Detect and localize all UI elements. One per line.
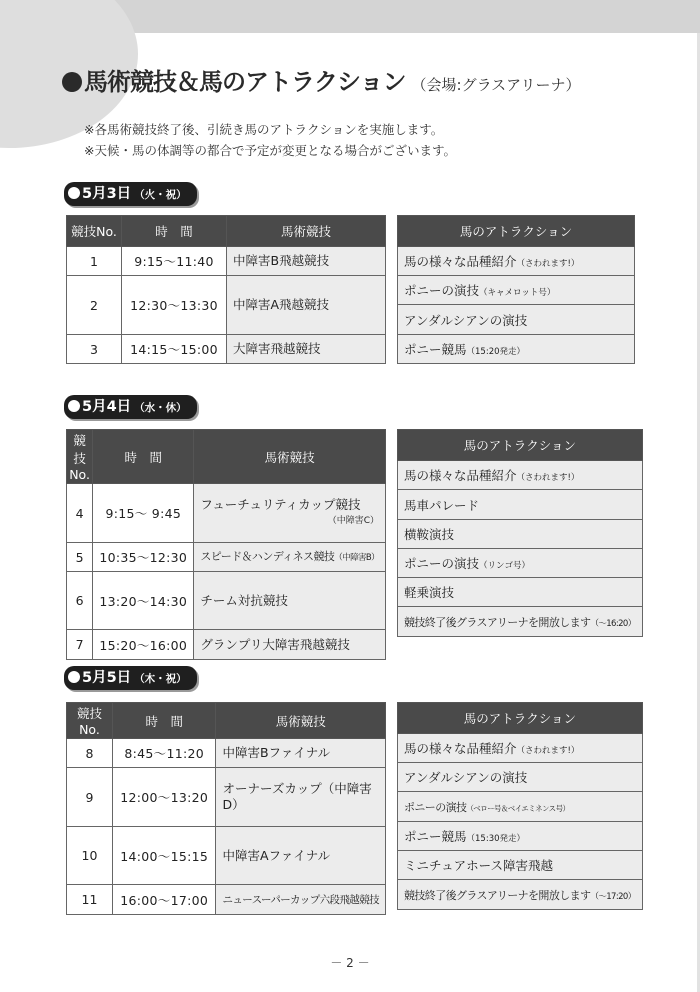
event-no: 1	[67, 247, 122, 276]
header-attraction: 馬のアトラクション	[398, 703, 643, 734]
table-row	[67, 247, 386, 276]
attraction-row	[398, 305, 635, 335]
header-no: 競技No.	[67, 216, 122, 247]
attraction-table	[397, 429, 643, 637]
event-time: 13:20～14:30	[93, 572, 194, 630]
header-attraction: 馬のアトラクション	[398, 216, 635, 247]
bullet-icon	[68, 400, 80, 412]
title-venue: （会場:グラスアリーナ）	[411, 76, 581, 94]
bullet-icon	[68, 671, 80, 683]
event-no: 3	[67, 335, 122, 364]
notes	[84, 119, 456, 161]
table-row	[67, 276, 386, 335]
table-row	[67, 827, 386, 885]
attraction-row	[398, 461, 643, 490]
event-name: フューチュリティカップ競技	[200, 497, 361, 512]
day-date: 5月5日	[82, 670, 132, 686]
table-row	[67, 572, 386, 630]
event-sub: （中障害C）	[327, 516, 379, 526]
event-no: 9	[67, 768, 113, 827]
event-no: 2	[67, 276, 122, 335]
attraction-text: 競技終了後グラスアリーナを開放します	[404, 615, 591, 629]
event-no: 8	[67, 739, 113, 768]
attraction-row	[398, 520, 643, 549]
event-time: 14:15～15:00	[122, 335, 227, 364]
header-time: 時 間	[112, 703, 216, 739]
event-time: 16:00～17:00	[112, 885, 216, 915]
attraction-text: アンダルシアンの演技	[404, 312, 528, 328]
header-attraction: 馬のアトラクション	[398, 430, 643, 461]
attraction-text: 馬の様々な品種紹介	[404, 254, 517, 269]
event-time: 12:00～13:20	[112, 768, 216, 827]
event-name: オーナーズカップ（中障害D）	[216, 768, 386, 827]
attraction-note: （さわれます!）	[516, 746, 580, 756]
event-name: グランプリ大障害飛越競技	[194, 630, 386, 660]
attraction-note: （ベロー号＆ベイエミネンス号）	[466, 803, 570, 813]
event-name: 大障害飛越競技	[227, 335, 386, 364]
attraction-note: （キャメロット号）	[479, 288, 556, 298]
attraction-row	[398, 490, 643, 520]
header-event: 馬術競技	[194, 430, 386, 484]
event-name: チーム対抗競技	[194, 572, 386, 630]
table-row	[67, 739, 386, 768]
attraction-note: （さわれます!）	[516, 473, 580, 483]
attraction-text: 馬の様々な品種紹介	[404, 741, 517, 756]
table-row	[67, 885, 386, 915]
attraction-row	[398, 247, 635, 276]
attraction-text: 馬の様々な品種紹介	[404, 468, 517, 483]
attraction-text: ポニー競馬	[404, 342, 467, 357]
attraction-row	[398, 734, 643, 763]
table-row	[67, 335, 386, 364]
day-badge	[64, 395, 197, 419]
attraction-note: （リンゴ号）	[479, 561, 531, 571]
event-name: スピード＆ハンディネス競技	[200, 550, 335, 563]
attraction-text: 競技終了後グラスアリーナを開放します	[404, 888, 591, 902]
header-time: 時 間	[93, 430, 194, 484]
event-time: 9:15～ 9:45	[93, 484, 194, 543]
day-weekday: （火・祝）	[134, 189, 187, 201]
table-row	[67, 768, 386, 827]
event-name-cell	[194, 484, 386, 543]
attraction-row	[398, 607, 643, 637]
attraction-text: ポニー競馬	[404, 829, 467, 844]
event-no: 4	[67, 484, 93, 543]
event-name: 中障害Bファイナル	[216, 739, 386, 768]
table-row	[67, 484, 386, 543]
day-badge	[64, 182, 197, 206]
note-line: ※各馬術競技終了後、引続き馬のアトラクションを実施します。	[84, 122, 444, 137]
event-no: 10	[67, 827, 113, 885]
event-no: 5	[67, 543, 93, 572]
attraction-table	[397, 215, 635, 364]
title-main: 馬術競技＆馬のアトラクション	[84, 68, 406, 96]
event-table	[66, 215, 386, 364]
attraction-row	[398, 880, 643, 910]
attraction-text: ポニーの演技	[404, 556, 480, 571]
event-time: 15:20～16:00	[93, 630, 194, 660]
attraction-table	[397, 702, 643, 910]
event-time: 12:30～13:30	[122, 276, 227, 335]
attraction-row	[398, 549, 643, 578]
bullet-icon	[62, 72, 82, 92]
attraction-text: ポニーの演技	[404, 800, 467, 814]
table-row	[67, 543, 386, 572]
event-time: 10:35～12:30	[93, 543, 194, 572]
event-name: 中障害Aファイナル	[216, 827, 386, 885]
event-time: 14:00～15:15	[112, 827, 216, 885]
day-date: 5月3日	[82, 186, 132, 202]
attraction-text: 軽乗演技	[404, 585, 455, 600]
event-name: 中障害A飛越競技	[227, 276, 386, 335]
attraction-row	[398, 851, 643, 880]
header-event: 馬術競技	[227, 216, 386, 247]
attraction-row	[398, 822, 643, 851]
header-no: 競技No.	[67, 430, 93, 484]
attraction-row	[398, 276, 635, 305]
event-table	[66, 429, 386, 660]
event-time: 9:15～11:40	[122, 247, 227, 276]
header-no: 競技No.	[67, 703, 113, 739]
attraction-note: （さわれます!）	[516, 259, 580, 269]
day-weekday: （木・祝）	[134, 673, 187, 685]
attraction-text: アンダルシアンの演技	[404, 770, 528, 785]
note-line: ※天候・馬の体調等の都合で予定が変更となる場合がございます。	[84, 143, 456, 158]
event-name: ニュースーパーカップ六段飛越競技	[222, 894, 379, 906]
page-number: － 2 －	[330, 956, 370, 970]
event-time: 8:45～11:20	[112, 739, 216, 768]
event-table	[66, 702, 386, 915]
attraction-note: （15:30発走）	[466, 834, 526, 844]
attraction-text: 馬車パレード	[404, 497, 480, 513]
table-row	[67, 630, 386, 660]
attraction-row	[398, 578, 643, 607]
attraction-text: ミニチュアホース障害飛越	[404, 858, 554, 873]
page-title	[62, 62, 581, 97]
event-no: 7	[67, 630, 93, 660]
day-badge	[64, 666, 197, 690]
event-name-cell	[216, 885, 386, 915]
attraction-text: ポニーの演技	[404, 283, 480, 298]
day-weekday: （水・休）	[134, 402, 187, 414]
bullet-icon	[68, 187, 80, 199]
attraction-note: （～16:20）	[590, 618, 636, 629]
event-no: 6	[67, 572, 93, 630]
attraction-note: （～17:20）	[590, 891, 636, 902]
attraction-row	[398, 763, 643, 792]
event-no: 11	[67, 885, 113, 915]
attraction-row	[398, 792, 643, 822]
attraction-row	[398, 335, 635, 364]
event-sub: （中障害B）	[334, 553, 379, 563]
day-date: 5月4日	[82, 399, 132, 415]
attraction-text: 横鞍演技	[404, 527, 455, 542]
event-name-cell	[194, 543, 386, 572]
event-name: 中障害B飛越競技	[227, 247, 386, 276]
header-time: 時 間	[122, 216, 227, 247]
header-event: 馬術競技	[216, 703, 386, 739]
attraction-note: （15:20発走）	[466, 347, 526, 357]
